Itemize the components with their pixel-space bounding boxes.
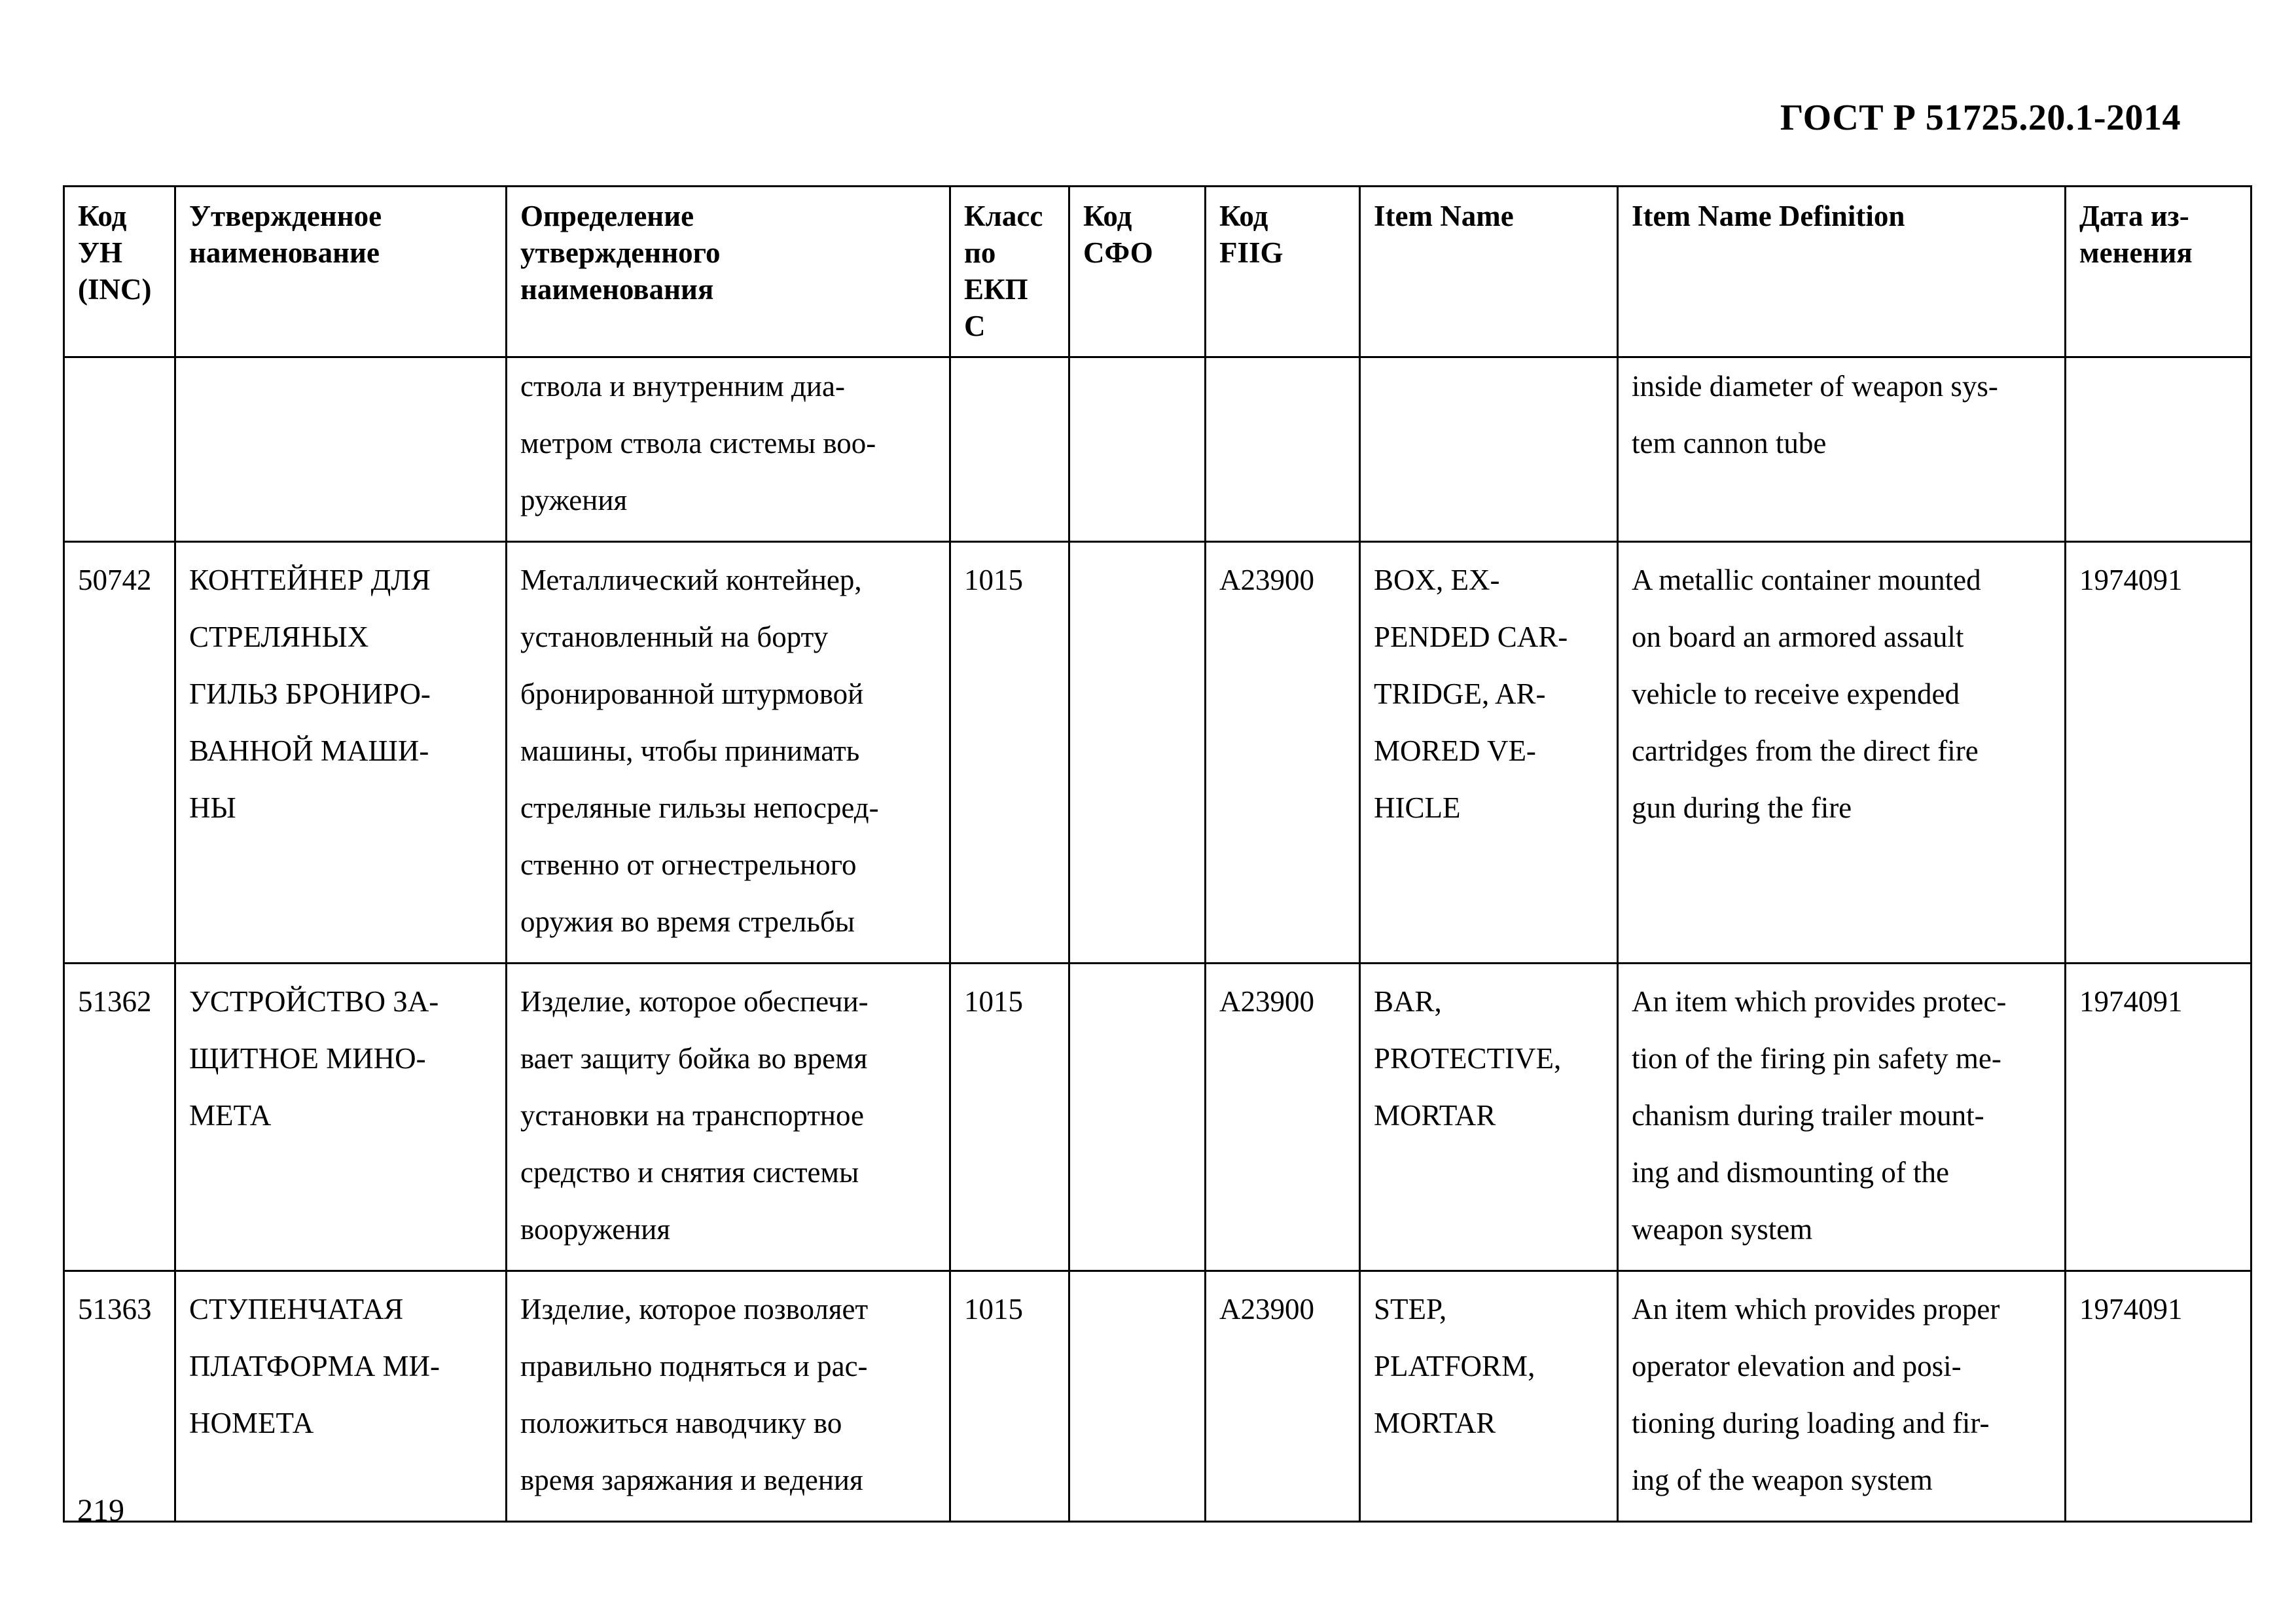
table-row [64,964,2251,1271]
cell-item-name: STEP, PLATFORM, MORTAR [1360,1271,1618,1522]
cell-change-date: 1974091 [2066,1271,2251,1522]
cell-inc: 50742 [64,542,175,964]
cell-class: 1015 [950,964,1069,1271]
cell-item-name-definition: An item which provides protec- tion of the firing pin safety me- chanism during trailer mount- ing and dismounting of the weapon system [1618,964,2066,1271]
header-inc: Код УН (INC) [64,187,175,357]
cell-name-definition: Изделие, которое обеспечи- вает защиту бойка во время установки на транспортное средство и снятия системы вооружения [507,964,950,1271]
cell-inc [64,357,175,542]
cell-approved-name: УСТРОЙСТВО ЗА- ЩИТНОЕ МИНО- МЕТА [175,964,507,1271]
cell-sfo-code [1069,357,1206,542]
cell-name-definition: Металлический контейнер, установленный на борту бронированной штурмовой машины, чтобы принимать стреляные гильзы непосред- ственно от огнестрельного оружия во время стрельбы [507,542,950,964]
header-item-name-definition: Item Name Definition [1618,187,2066,357]
table-row [64,1271,2251,1522]
cell-class: 1015 [950,1271,1069,1522]
table-row [64,357,2251,542]
cell-item-name-definition: A metallic container mounted on board an armored assault vehicle to receive expended cartridges from the direct fire gun during the fire [1618,542,2066,964]
cell-name-definition: ствола и внутренним диа- метром ствола системы воо- ружения [507,357,950,542]
cell-fiig-code: A23900 [1206,964,1360,1271]
header-item-name: Item Name [1360,187,1618,357]
cell-sfo-code [1069,542,1206,964]
cell-inc: 51362 [64,964,175,1271]
header-row [64,187,2251,357]
header-change-date: Дата из- менения [2066,187,2251,357]
header-name-definition: Определение утвержденного наименования [507,187,950,357]
document-standard-title: ГОСТ Р 51725.20.1-2014 [1780,98,2181,138]
cell-sfo-code [1069,964,1206,1271]
cell-approved-name: СТУПЕНЧАТАЯ ПЛАТФОРМА МИ- НОМЕТА [175,1271,507,1522]
cell-change-date: 1974091 [2066,964,2251,1271]
catalog-table [63,185,2252,1523]
header-approved-name: Утвержденное наименование [175,187,507,357]
header-class: Класс по ЕКП С [950,187,1069,357]
cell-change-date: 1974091 [2066,542,2251,964]
cell-fiig-code [1206,357,1360,542]
cell-item-name [1360,357,1618,542]
header-sfo-code: Код СФО [1069,187,1206,357]
cell-sfo-code [1069,1271,1206,1522]
cell-approved-name [175,357,507,542]
cell-fiig-code: A23900 [1206,1271,1360,1522]
cell-class [950,357,1069,542]
cell-class: 1015 [950,542,1069,964]
cell-approved-name: КОНТЕЙНЕР ДЛЯ СТРЕЛЯНЫХ ГИЛЬЗ БРОНИРО- ВАННОЙ МАШИ- НЫ [175,542,507,964]
table-row [64,542,2251,964]
cell-item-name-definition: An item which provides proper operator elevation and posi- tioning during loading and fir- ing of the weapon system [1618,1271,2066,1522]
cell-name-definition: Изделие, которое позволяет правильно подняться и рас- положиться наводчику во время заряжания и ведения [507,1271,950,1522]
cell-item-name-definition: inside diameter of weapon sys- tem cannon tube [1618,357,2066,542]
cell-item-name: BOX, EX- PENDED CAR- TRIDGE, AR- MORED VE- HICLE [1360,542,1618,964]
cell-change-date [2066,357,2251,542]
cell-fiig-code: A23900 [1206,542,1360,964]
page-number: 219 [77,1493,124,1528]
header-fiig-code: Код FIIG [1206,187,1360,357]
cell-item-name: BAR, PROTECTIVE, MORTAR [1360,964,1618,1271]
cell-inc: 51363 [64,1271,175,1522]
